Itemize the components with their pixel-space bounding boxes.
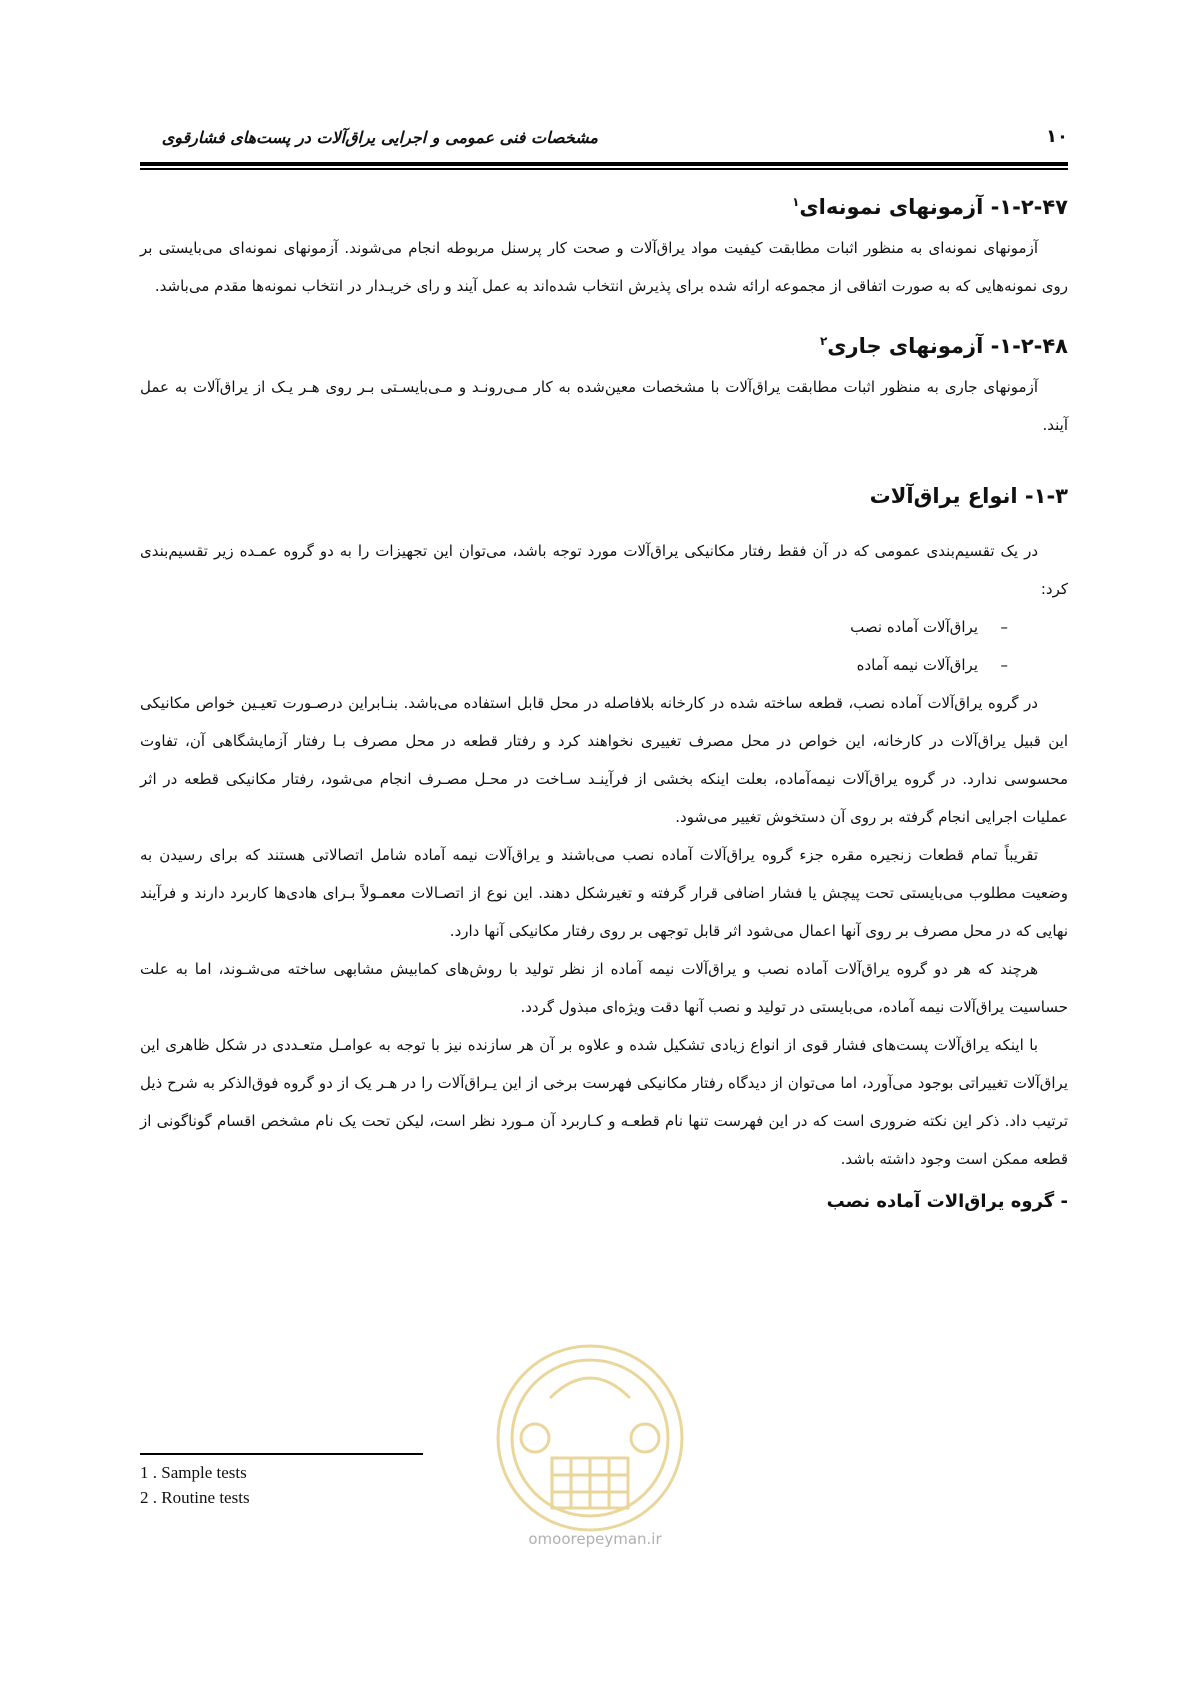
list-item — [140, 608, 1068, 646]
list-item-text: یراق‌آلات نیمه آماده — [856, 656, 978, 674]
header-title: مشخصات فنی عمومی و اجرایی یراق‌آلات در پست‌های فشارقوی — [161, 128, 598, 147]
section-heading — [140, 180, 1068, 229]
paragraph: تقریباً تمام قطعات زنجیره مقره جزء گروه یراق‌آلات آماده نصب می‌باشند و یراق‌آلات نیمه آماده شامل اتصالاتی هستند که برای رسیدن به وضعیت مطلوب می‌بایستی تحت پیچش یا فشار اضافی قرار گرفته و تغیرشکل دهند. این نوع از اتصـالات معمـولاً بـرای هادی‌ها کاربرد دارند و فرآیند نهایی که در محل مصرف بر روی آنها اعمال می‌شود اثر قابل توجهی بر روی رفتار مکانیکی آنها دارد. — [140, 846, 1068, 940]
footnotes — [140, 1460, 250, 1510]
bullet-list — [140, 608, 1068, 684]
footnote-rule — [140, 1453, 423, 1455]
paragraph: هرچند که هر دو گروه یراق‌آلات آماده نصب و یراق‌آلات نیمه آماده از نظر تولید با روش‌های کمابیش مشابهی ساخته می‌شـوند، اما به علت حساسیت یراق‌آلات نیمه آماده، می‌بایستی در تولید و نصب آنها دقت ویژه‌ای مبذول گردد. — [140, 960, 1068, 1016]
section-heading — [140, 319, 1068, 368]
section-heading: ۱-۳- انواع یراق‌آلات — [869, 484, 1068, 508]
section-heading-text: ۱-۲-۴۷- آزمونهای نمونه‌ای — [799, 195, 1068, 219]
header-rule-thick — [140, 162, 1068, 166]
paragraph: آزمونهای نمونه‌ای به منظور اثبات مطابقت کیفیت مواد یراق‌آلات و صحت کار پرسنل مربوطه انجام می‌شوند. آزمونهای نمونه‌ای می‌بایستی بر روی نمونه‌هایی که به صورت اتفاقی از مجموعه ارائه شده برای پذیرش انتخاب شده‌اند به عمل آیند و رای خریـدار در انتخاب نمونه‌ها مقدم می‌باشد. — [140, 239, 1068, 295]
list-item-text: یراق‌آلات آماده نصب — [850, 618, 978, 636]
paragraph: در یک تقسیم‌بندی عمومی که در آن فقط رفتار مکانیکی یراق‌آلات مورد توجه باشد، می‌توان این تجهیزات را به دو گروه عمـده زیر تقسیم‌بندی کرد: — [140, 542, 1068, 598]
paragraph: با اینکه یراق‌آلات پست‌های فشار قوی از انواع زیادی تشکیل شده و علاوه بر آن هر سازنده نیز با توجه به عوامـل متعـددی در شکل ظاهری این یراق‌آلات تغییراتی بوجود می‌آورد، اما می‌توان از دیدگاه رفتار مکانیکی فهرست برخی از این یـراق‌آلات را در هـر یک از دو گروه فوق‌الذکر به شرح ذیل ترتیب داد. ذکر این نکته ضروری است که در این فهرست تنها نام قطعـه و کـاربرد آن مـورد نظر است، لیکن تحت یک نام مشخص اقسام گوناگونی از قطعه ممکن است وجود داشته باشد. — [140, 1036, 1068, 1168]
list-dash: – — [1000, 656, 1008, 674]
page-content — [140, 180, 1068, 1224]
sub-heading: - گروه یراق‌الات آماده نصب — [826, 1191, 1068, 1212]
header-rule-thin — [140, 168, 1068, 170]
footnote-ref: ۲ — [819, 334, 828, 348]
watermark-logo-icon — [490, 1338, 690, 1538]
footnote: 1 . Sample tests — [140, 1463, 247, 1482]
paragraph: آزمونهای جاری به منظور اثبات مطابقت یراق‌آلات با مشخصات معین‌شده به کار مـی‌رونـد و مـی‌بایسـتی بـر روی هـر یـک از یراق‌آلات به عمل آیند. — [140, 378, 1068, 434]
footnote: 2 . Routine tests — [140, 1488, 250, 1507]
page-number: ۱۰ — [1046, 126, 1068, 147]
footnote-ref: ۱ — [792, 195, 800, 209]
watermark-text: omoorepeyman.ir — [528, 1530, 662, 1548]
section-heading-text: ۱-۲-۴۸- آزمونهای جاری — [827, 334, 1068, 358]
list-item — [140, 646, 1068, 684]
list-dash: – — [1000, 618, 1008, 636]
paragraph: در گروه یراق‌آلات آماده نصب، قطعه ساخته شده در کارخانه بلافاصله در محل قابل استفاده می‌باشد. بنـابراین درصـورت تعیـین خواص مکانیکی این قبیل یراق‌آلات در کارخانه، این خواص در محل مصرف تغییری نخواهند کرد و رفتار قطعه در محل مصرف بـا رفتار آزمایشگاهی آن، تفاوت محسوسی ندارد. در گروه یراق‌آلات نیمه‌آماده، بعلت اینکه بخشی از فرآینـد سـاخت در محـل مصـرف انجام می‌شود، رفتار مکانیکی قطعه در اثر عملیات اجرایی انجام گرفته بر روی آن دستخوش تغییر می‌شود. — [140, 694, 1068, 826]
